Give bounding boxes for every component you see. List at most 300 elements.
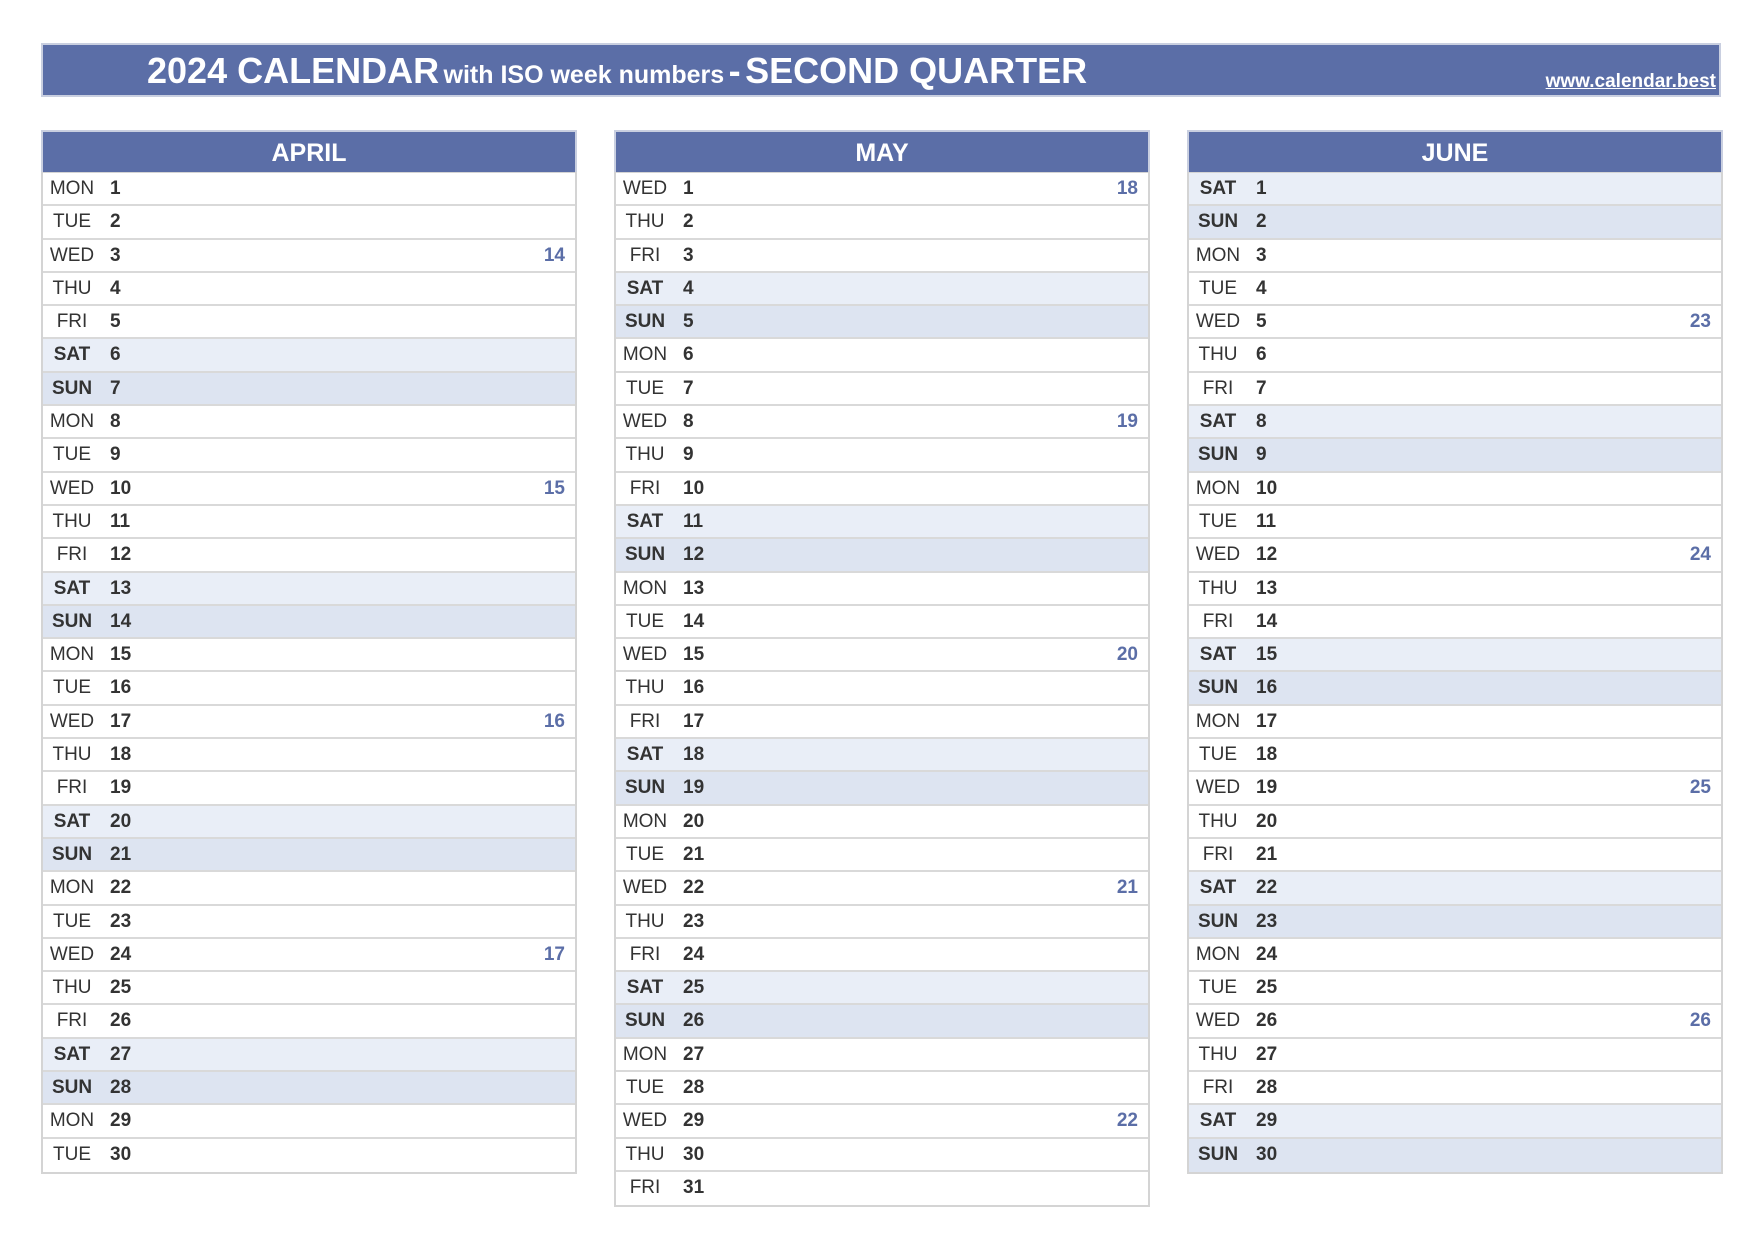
day-row	[616, 273, 1148, 306]
day-row	[1189, 240, 1721, 273]
day-list	[41, 172, 577, 1174]
day-number: 18	[110, 744, 132, 766]
day-number: 9	[1256, 444, 1267, 466]
day-of-week: THU	[625, 677, 665, 699]
day-row	[616, 739, 1148, 772]
day-number: 14	[110, 610, 132, 632]
day-row	[1189, 672, 1721, 705]
day-number: 27	[110, 1043, 132, 1065]
day-row	[43, 939, 575, 972]
day-of-week: MON	[622, 1043, 668, 1065]
week-number: 26	[1689, 1010, 1711, 1032]
day-of-week: THU	[1198, 344, 1238, 366]
day-of-week: THU	[1198, 577, 1238, 599]
day-of-week: FRI	[1202, 1077, 1234, 1099]
day-number: 23	[1256, 910, 1278, 932]
day-of-week: WED	[1195, 777, 1241, 799]
day-row	[1189, 339, 1721, 372]
day-list	[614, 172, 1150, 1207]
day-row	[43, 1039, 575, 1072]
day-of-week: SUN	[1197, 211, 1239, 233]
week-number: 15	[543, 477, 565, 499]
day-of-week: MON	[1195, 477, 1241, 499]
day-row	[616, 173, 1148, 206]
day-number: 5	[1256, 311, 1267, 333]
day-row	[43, 406, 575, 439]
day-number: 1	[110, 178, 121, 199]
day-row	[616, 1039, 1148, 1072]
day-row	[43, 206, 575, 239]
day-number: 28	[1256, 1077, 1278, 1099]
day-of-week: SUN	[1197, 677, 1239, 699]
day-of-week: FRI	[1202, 610, 1234, 632]
day-row	[616, 1005, 1148, 1038]
day-number: 18	[683, 744, 705, 766]
day-of-week: FRI	[56, 311, 88, 333]
day-row	[616, 772, 1148, 805]
day-of-week: THU	[1198, 1043, 1238, 1065]
day-row	[616, 939, 1148, 972]
day-of-week: SAT	[1199, 644, 1237, 666]
week-number: 18	[1116, 178, 1138, 199]
day-number: 5	[683, 311, 694, 333]
day-row	[43, 439, 575, 472]
day-row	[616, 439, 1148, 472]
day-of-week: TUE	[53, 444, 91, 466]
day-row	[1189, 273, 1721, 306]
day-row	[43, 839, 575, 872]
day-row	[43, 672, 575, 705]
day-row	[616, 872, 1148, 905]
day-of-week: SUN	[1197, 444, 1239, 466]
day-number: 8	[683, 411, 694, 433]
day-of-week: SUN	[51, 843, 93, 865]
day-row	[43, 539, 575, 572]
day-of-week: TUE	[626, 377, 664, 399]
day-row	[43, 906, 575, 939]
day-number: 21	[683, 843, 705, 865]
day-list	[1187, 172, 1723, 1174]
day-row	[616, 1105, 1148, 1138]
day-of-week: THU	[1198, 810, 1238, 832]
day-number: 13	[683, 577, 705, 599]
day-row	[616, 1139, 1148, 1172]
page-title	[147, 51, 1087, 99]
day-number: 19	[1256, 777, 1278, 799]
day-number: 1	[1256, 178, 1267, 199]
day-row	[616, 473, 1148, 506]
day-of-week: TUE	[626, 1077, 664, 1099]
day-of-week: SAT	[1199, 1110, 1237, 1132]
month-april	[41, 130, 577, 1174]
day-row	[1189, 639, 1721, 672]
day-number: 19	[683, 777, 705, 799]
day-number: 6	[110, 344, 121, 366]
day-of-week: SAT	[53, 577, 91, 599]
day-of-week: SUN	[1197, 910, 1239, 932]
day-number: 3	[110, 244, 121, 266]
day-number: 29	[110, 1110, 132, 1132]
day-of-week: TUE	[53, 677, 91, 699]
day-row	[1189, 1139, 1721, 1172]
day-number: 7	[683, 377, 694, 399]
day-number: 18	[1256, 744, 1278, 766]
day-number: 7	[110, 377, 121, 399]
day-row	[43, 339, 575, 372]
day-row	[1189, 972, 1721, 1005]
day-row	[43, 373, 575, 406]
day-row	[616, 606, 1148, 639]
day-of-week: TUE	[1199, 510, 1237, 532]
day-of-week: MON	[1195, 244, 1241, 266]
day-row	[1189, 539, 1721, 572]
day-of-week: WED	[622, 411, 668, 433]
day-row	[1189, 606, 1721, 639]
day-number: 22	[1256, 877, 1278, 899]
month-title: JUNE	[1187, 130, 1723, 172]
day-of-week: SAT	[1199, 411, 1237, 433]
day-number: 20	[683, 810, 705, 832]
day-of-week: FRI	[56, 544, 88, 566]
day-number: 12	[683, 544, 705, 566]
day-number: 2	[683, 211, 694, 233]
day-of-week: TUE	[626, 610, 664, 632]
day-of-week: FRI	[629, 244, 661, 266]
day-of-week: TUE	[1199, 277, 1237, 299]
day-of-week: SAT	[626, 744, 664, 766]
day-row	[43, 506, 575, 539]
day-number: 9	[683, 444, 694, 466]
day-number: 30	[1256, 1143, 1278, 1165]
day-row	[43, 806, 575, 839]
day-of-week: SAT	[53, 1043, 91, 1065]
day-row	[616, 406, 1148, 439]
day-number: 2	[110, 211, 121, 233]
day-number: 30	[683, 1143, 705, 1165]
day-number: 29	[1256, 1110, 1278, 1132]
day-row	[1189, 373, 1721, 406]
day-row	[616, 839, 1148, 872]
day-row	[1189, 1105, 1721, 1138]
day-number: 24	[1256, 943, 1278, 965]
day-of-week: FRI	[629, 1176, 661, 1198]
day-number: 25	[1256, 977, 1278, 999]
day-of-week: MON	[622, 577, 668, 599]
day-row	[1189, 806, 1721, 839]
day-of-week: WED	[622, 877, 668, 899]
day-row	[43, 1072, 575, 1105]
day-of-week: THU	[52, 977, 92, 999]
day-number: 14	[683, 610, 705, 632]
day-number: 26	[110, 1010, 132, 1032]
day-row	[1189, 772, 1721, 805]
day-of-week: SUN	[51, 1077, 93, 1099]
day-of-week: MON	[622, 344, 668, 366]
day-of-week: WED	[49, 943, 95, 965]
day-of-week: SUN	[51, 610, 93, 632]
day-number: 29	[683, 1110, 705, 1132]
day-number: 6	[1256, 344, 1267, 366]
day-number: 4	[1256, 277, 1267, 299]
day-of-week: FRI	[56, 777, 88, 799]
day-row	[43, 1005, 575, 1038]
week-number: 14	[543, 244, 565, 266]
day-of-week: SAT	[626, 977, 664, 999]
day-of-week: MON	[1195, 943, 1241, 965]
day-of-week: WED	[49, 710, 95, 732]
day-number: 24	[683, 943, 705, 965]
day-row	[1189, 306, 1721, 339]
day-of-week: WED	[49, 244, 95, 266]
day-of-week: TUE	[53, 211, 91, 233]
day-of-week: TUE	[626, 843, 664, 865]
day-row	[1189, 473, 1721, 506]
day-row	[1189, 206, 1721, 239]
day-of-week: SAT	[626, 277, 664, 299]
day-number: 27	[683, 1043, 705, 1065]
day-row	[43, 639, 575, 672]
day-row	[616, 1072, 1148, 1105]
day-of-week: SAT	[53, 810, 91, 832]
day-number: 9	[110, 444, 121, 466]
month-june	[1187, 130, 1723, 1174]
day-of-week: WED	[1195, 544, 1241, 566]
day-of-week: THU	[625, 910, 665, 932]
week-number: 16	[543, 710, 565, 732]
day-number: 8	[110, 411, 121, 433]
day-of-week: WED	[622, 1110, 668, 1132]
day-of-week: MON	[622, 810, 668, 832]
day-row	[616, 506, 1148, 539]
day-number: 17	[1256, 710, 1278, 732]
day-of-week: WED	[622, 178, 668, 199]
title-main: 2024 CALENDAR	[147, 50, 440, 91]
day-row	[616, 573, 1148, 606]
day-number: 25	[110, 977, 132, 999]
week-number: 25	[1689, 777, 1711, 799]
day-row	[43, 972, 575, 1005]
day-number: 24	[110, 943, 132, 965]
day-number: 10	[683, 477, 705, 499]
day-of-week: SAT	[1199, 877, 1237, 899]
day-number: 28	[110, 1077, 132, 1099]
day-of-week: MON	[49, 411, 95, 433]
day-number: 16	[683, 677, 705, 699]
day-row	[43, 1139, 575, 1172]
week-number: 24	[1689, 544, 1711, 566]
day-of-week: FRI	[629, 710, 661, 732]
day-number: 11	[683, 510, 704, 532]
day-of-week: FRI	[629, 477, 661, 499]
day-row	[1189, 906, 1721, 939]
month-may	[614, 130, 1150, 1207]
day-number: 26	[683, 1010, 705, 1032]
day-row	[43, 772, 575, 805]
day-row	[616, 639, 1148, 672]
day-row	[43, 173, 575, 206]
day-row	[616, 240, 1148, 273]
week-number: 23	[1689, 311, 1711, 333]
day-of-week: FRI	[56, 1010, 88, 1032]
day-number: 12	[110, 544, 132, 566]
title-sub: with ISO week numbers	[443, 61, 725, 89]
day-number: 16	[1256, 677, 1278, 699]
day-row	[43, 240, 575, 273]
day-of-week: MON	[49, 1110, 95, 1132]
day-row	[616, 1172, 1148, 1205]
day-of-week: SUN	[1197, 1143, 1239, 1165]
day-row	[43, 739, 575, 772]
day-number: 10	[1256, 477, 1278, 499]
day-number: 14	[1256, 610, 1278, 632]
day-row	[1189, 739, 1721, 772]
day-row	[43, 1105, 575, 1138]
day-of-week: TUE	[53, 1143, 91, 1165]
day-number: 27	[1256, 1043, 1278, 1065]
day-of-week: SUN	[624, 777, 666, 799]
day-row	[1189, 406, 1721, 439]
day-of-week: TUE	[1199, 977, 1237, 999]
day-of-week: THU	[625, 444, 665, 466]
day-of-week: SAT	[626, 510, 664, 532]
day-number: 8	[1256, 411, 1267, 433]
day-number: 12	[1256, 544, 1278, 566]
day-number: 15	[683, 644, 705, 666]
day-row	[1189, 1072, 1721, 1105]
day-number: 26	[1256, 1010, 1278, 1032]
day-of-week: SUN	[624, 1010, 666, 1032]
day-row	[616, 206, 1148, 239]
day-number: 21	[110, 843, 132, 865]
day-row	[1189, 1005, 1721, 1038]
day-row	[1189, 839, 1721, 872]
day-of-week: SUN	[624, 544, 666, 566]
day-number: 30	[110, 1143, 132, 1165]
day-row	[43, 872, 575, 905]
day-row	[616, 539, 1148, 572]
day-of-week: THU	[52, 510, 92, 532]
week-number: 21	[1116, 877, 1138, 899]
day-number: 4	[110, 277, 121, 299]
week-number: 19	[1116, 411, 1138, 433]
day-row	[616, 906, 1148, 939]
day-number: 31	[683, 1176, 705, 1198]
day-row	[1189, 706, 1721, 739]
day-of-week: MON	[49, 644, 95, 666]
day-number: 23	[683, 910, 705, 932]
day-of-week: FRI	[1202, 377, 1234, 399]
site-link[interactable]: www.calendar.best	[1545, 71, 1716, 92]
day-number: 7	[1256, 377, 1267, 399]
month-title: MAY	[614, 130, 1150, 172]
day-number: 15	[1256, 644, 1278, 666]
day-row	[1189, 939, 1721, 972]
day-number: 22	[683, 877, 705, 899]
day-number: 22	[110, 877, 132, 899]
day-of-week: WED	[622, 644, 668, 666]
day-of-week: THU	[52, 277, 92, 299]
day-number: 6	[683, 344, 694, 366]
week-number: 20	[1116, 644, 1138, 666]
day-number: 16	[110, 677, 132, 699]
day-of-week: WED	[1195, 1010, 1241, 1032]
day-number: 3	[1256, 244, 1267, 266]
day-of-week: TUE	[53, 910, 91, 932]
day-row	[1189, 173, 1721, 206]
day-row	[616, 672, 1148, 705]
month-title: APRIL	[41, 130, 577, 172]
day-of-week: WED	[49, 477, 95, 499]
title-bar	[41, 43, 1721, 97]
day-of-week: THU	[52, 744, 92, 766]
title-quarter: SECOND QUARTER	[745, 50, 1088, 91]
day-of-week: SAT	[53, 344, 91, 366]
day-row	[1189, 439, 1721, 472]
day-of-week: MON	[1195, 710, 1241, 732]
day-row	[1189, 573, 1721, 606]
day-number: 13	[1256, 577, 1278, 599]
day-row	[616, 373, 1148, 406]
day-of-week: FRI	[629, 943, 661, 965]
day-row	[616, 706, 1148, 739]
week-number: 22	[1116, 1110, 1138, 1132]
day-number: 4	[683, 277, 694, 299]
day-of-week: TUE	[1199, 744, 1237, 766]
day-row	[616, 806, 1148, 839]
day-number: 23	[110, 910, 132, 932]
day-row	[1189, 872, 1721, 905]
day-number: 20	[1256, 810, 1278, 832]
day-of-week: FRI	[1202, 843, 1234, 865]
day-of-week: MON	[49, 877, 95, 899]
day-of-week: THU	[625, 211, 665, 233]
day-number: 15	[110, 644, 132, 666]
day-of-week: WED	[1195, 311, 1241, 333]
day-row	[43, 706, 575, 739]
day-row	[43, 473, 575, 506]
day-number: 1	[683, 178, 694, 199]
day-row	[1189, 1039, 1721, 1072]
day-number: 28	[683, 1077, 705, 1099]
day-row	[616, 972, 1148, 1005]
day-number: 17	[683, 710, 705, 732]
day-number: 19	[110, 777, 132, 799]
title-separator: -	[728, 50, 741, 91]
day-number: 2	[1256, 211, 1267, 233]
day-row	[43, 606, 575, 639]
day-row	[1189, 506, 1721, 539]
day-number: 21	[1256, 843, 1278, 865]
day-row	[43, 573, 575, 606]
day-of-week: THU	[625, 1143, 665, 1165]
week-number: 17	[543, 943, 565, 965]
day-number: 25	[683, 977, 705, 999]
day-of-week: SUN	[624, 311, 666, 333]
day-of-week: SUN	[51, 377, 93, 399]
day-number: 11	[1256, 510, 1277, 532]
day-number: 17	[110, 710, 132, 732]
day-row	[616, 306, 1148, 339]
day-of-week: SAT	[1199, 178, 1237, 199]
day-row	[616, 339, 1148, 372]
day-number: 10	[110, 477, 132, 499]
day-row	[43, 273, 575, 306]
day-number: 5	[110, 311, 121, 333]
day-row	[43, 306, 575, 339]
day-of-week: MON	[49, 178, 95, 199]
day-number: 3	[683, 244, 694, 266]
day-number: 20	[110, 810, 132, 832]
